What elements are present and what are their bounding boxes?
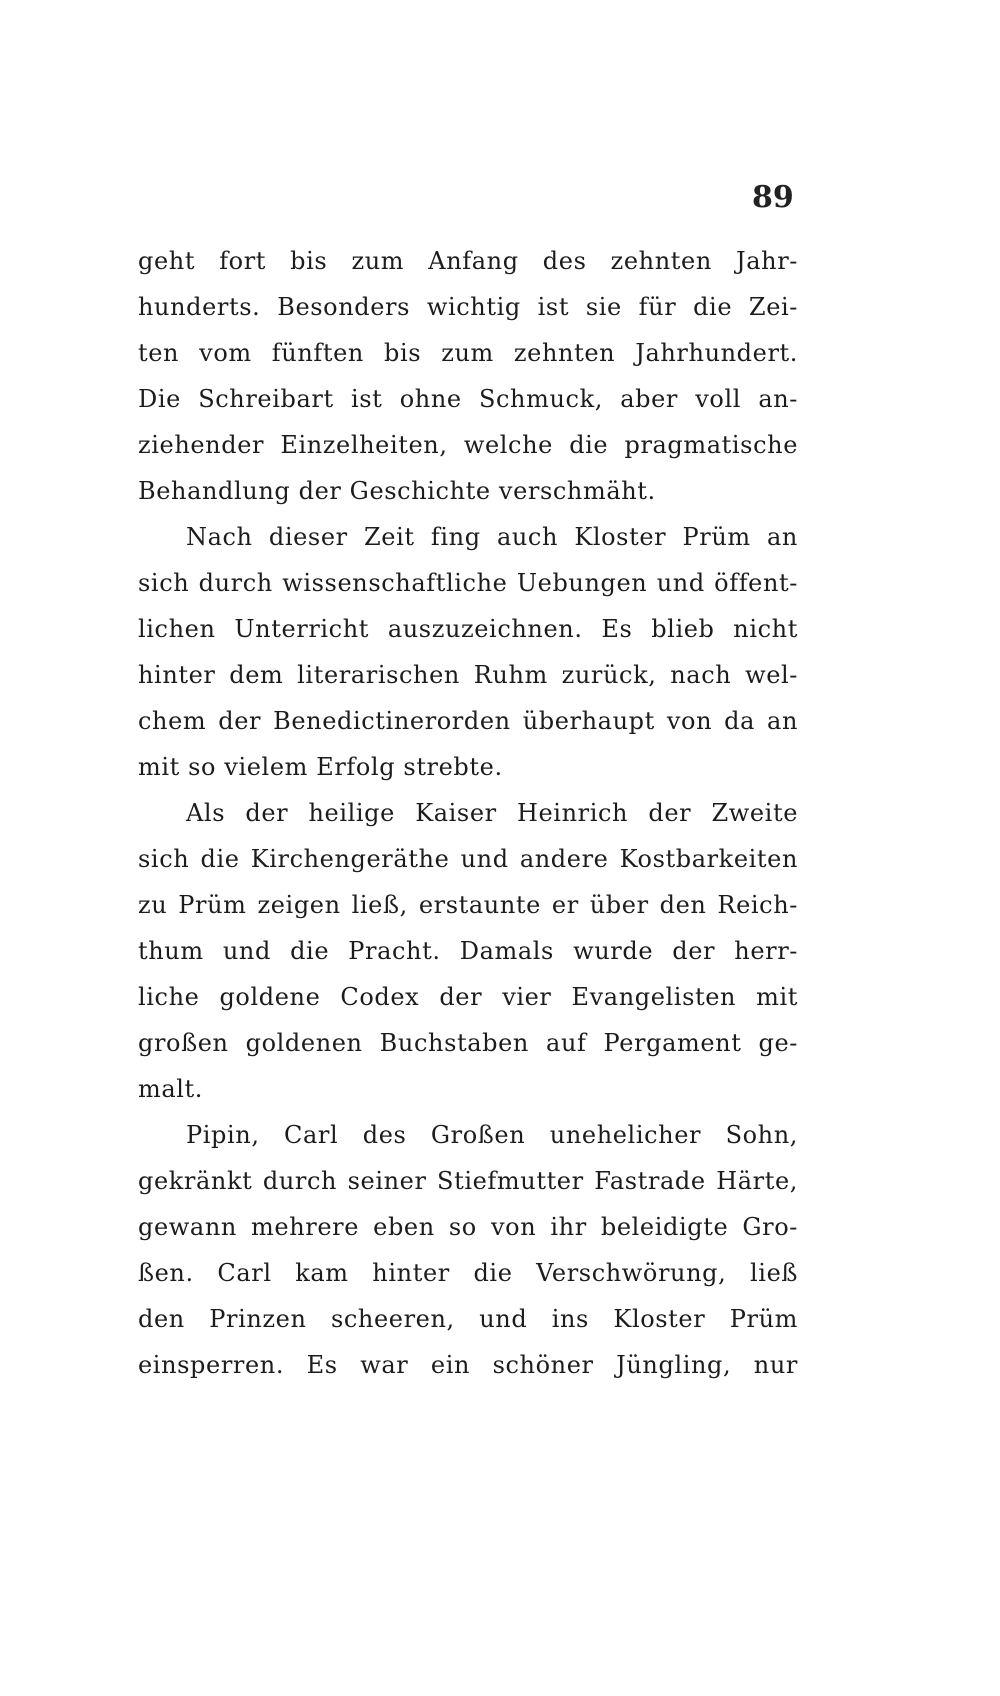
text-line: ten vom fünften bis zum zehnten Jahrhundert. <box>138 339 798 367</box>
text-line: geht fort bis zum Anfang des zehnten Jahr- <box>138 247 798 275</box>
text-line: Behandlung der Geschichte verschmäht. <box>138 477 656 505</box>
body-text <box>138 238 798 1388</box>
text-line: hinter dem literarischen Ruhm zurück, nach wel- <box>138 661 798 689</box>
text-line: liche goldene Codex der vier Evangelisten mit <box>138 983 798 1011</box>
text-line: mit so vielem Erfolg strebte. <box>138 753 503 781</box>
text-line: gekränkt durch seiner Stiefmutter Fastrade Härte, <box>138 1167 798 1195</box>
text-line: ziehender Einzelheiten, welche die pragmatische <box>138 431 798 459</box>
paragraph <box>138 790 798 1112</box>
text-line: großen goldenen Buchstaben auf Pergament ge- <box>138 1029 798 1057</box>
text-line: sich die Kirchengeräthe und andere Kostbarkeiten <box>138 845 798 873</box>
text-line: gewann mehrere eben so von ihr beleidigte Gro- <box>138 1213 798 1241</box>
text-line: hunderts. Besonders wichtig ist sie für die Zei- <box>138 293 798 321</box>
text-line: thum und die Pracht. Damals wurde der herr- <box>138 937 798 965</box>
text-line: ßen. Carl kam hinter die Verschwörung, ließ <box>138 1259 798 1287</box>
text-line: sich durch wissenschaftliche Uebungen und öffent- <box>138 569 798 597</box>
paragraph <box>138 1112 798 1388</box>
paragraph <box>138 514 798 790</box>
text-line: einsperren. Es war ein schöner Jüngling, nur <box>138 1351 798 1379</box>
page-number: 89 <box>752 180 794 215</box>
paragraph <box>138 238 798 514</box>
text-line: zu Prüm zeigen ließ, erstaunte er über den Reich- <box>138 891 798 919</box>
text-line: Die Schreibart ist ohne Schmuck, aber voll an- <box>138 385 798 413</box>
text-line: lichen Unterricht auszuzeichnen. Es blieb nicht <box>138 615 798 643</box>
text-line: Nach dieser Zeit fing auch Kloster Prüm an <box>186 523 798 551</box>
text-line: chem der Benedictinerorden überhaupt von da an <box>138 707 798 735</box>
text-line: den Prinzen scheeren, und ins Kloster Prüm <box>138 1305 798 1333</box>
text-line: Als der heilige Kaiser Heinrich der Zweite <box>186 799 798 827</box>
text-line: Pipin, Carl des Großen unehelicher Sohn, <box>186 1121 798 1149</box>
text-line: malt. <box>138 1075 204 1103</box>
